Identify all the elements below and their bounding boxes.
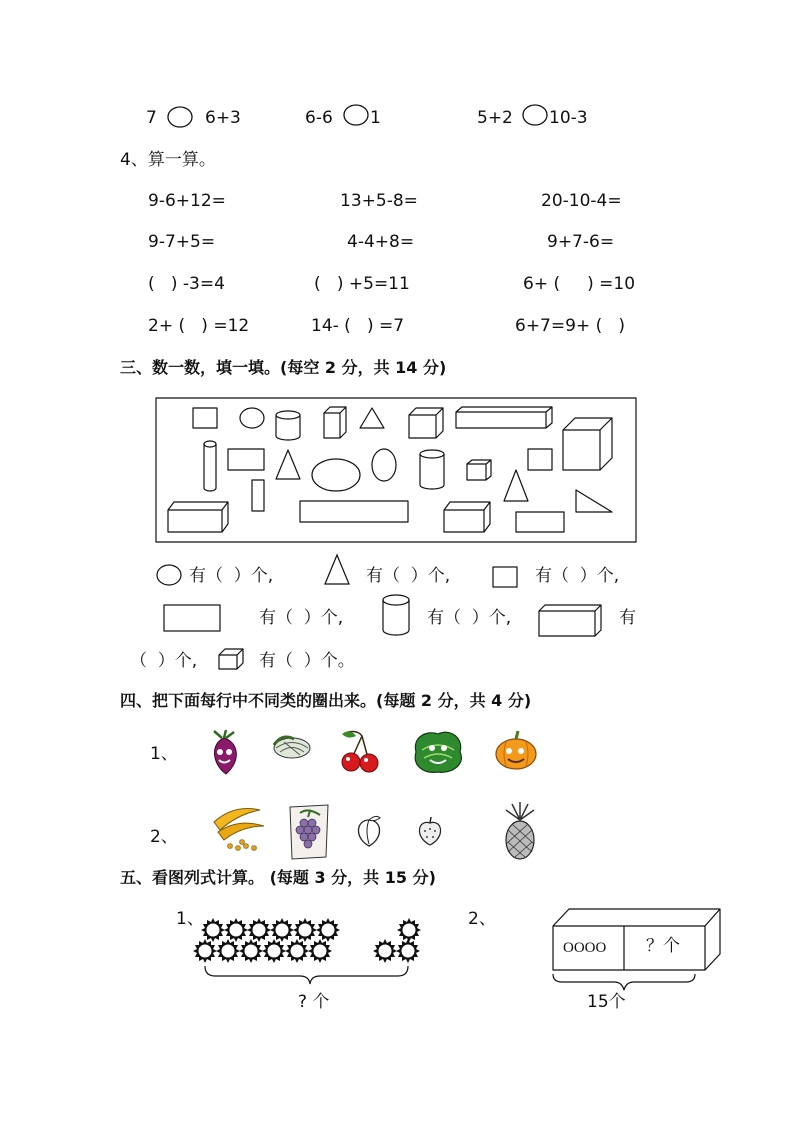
section-4b-title: 四、把下面每行中不同类的圈出来。(每题 2 分，共 4 分) <box>120 691 532 710</box>
peach-icon[interactable] <box>352 814 386 850</box>
cylinder-count[interactable]: 有（ ）个, <box>427 608 512 628</box>
cuboid-shape-icon <box>537 603 605 639</box>
triangle-count[interactable]: 有（ ）个, <box>366 566 451 586</box>
q1-label: 1、 <box>176 909 204 929</box>
compare-3-left: 5+2 <box>477 108 513 128</box>
problem: 14- ( ) =7 <box>311 316 405 336</box>
problem: 9+7-6= <box>547 232 615 252</box>
row-1-label: 1、 <box>150 744 178 764</box>
square-shape-icon <box>491 565 519 589</box>
pumpkin-icon[interactable] <box>492 728 540 772</box>
rectangle-shape-icon <box>162 603 224 633</box>
cuboid-count: 有 <box>619 608 636 628</box>
pineapple-icon[interactable] <box>498 802 542 862</box>
q1-caption: ? 个 <box>298 992 330 1012</box>
problem: 6+7=9+ ( ) <box>515 316 626 336</box>
compare-blank-3[interactable] <box>522 104 548 126</box>
compare-2-left: 6-6 <box>305 108 333 128</box>
circle-count[interactable]: 有（ ）个, <box>189 566 274 586</box>
section-3-title: 三、数一数，填一填。(每空 2 分，共 14 分) <box>120 358 447 377</box>
q2-right-label: ？个 <box>646 936 680 956</box>
problem: 9-6+12= <box>148 191 226 211</box>
shapes-figure <box>150 392 642 548</box>
cuboid-count-blank[interactable]: （ ）个, <box>130 651 198 671</box>
cylinder-shape-icon <box>380 593 414 639</box>
row-2-label: 2、 <box>150 827 178 847</box>
cube-shape-icon <box>217 647 247 671</box>
problem: 13+5-8= <box>340 191 418 211</box>
q2-caption: 15个 <box>587 992 626 1012</box>
cube-count[interactable]: 有（ ）个。 <box>259 651 355 671</box>
apple-icon[interactable] <box>414 815 446 847</box>
section-4-title: 4、算一算。 <box>120 150 216 170</box>
lettuce-icon[interactable] <box>410 728 466 776</box>
compare-blank-1[interactable] <box>167 106 193 128</box>
problem: 9-7+5= <box>148 232 216 252</box>
compare-1-left: 7 <box>146 108 157 128</box>
spiky-balls-bottom <box>193 939 420 963</box>
grapes-icon[interactable] <box>286 803 332 861</box>
q2-label: 2、 <box>468 909 496 929</box>
problem: 6+ ( ) =10 <box>523 274 636 294</box>
compare-blank-2[interactable] <box>343 104 369 126</box>
problem: 4-4+8= <box>347 232 415 252</box>
spiky-balls-top <box>201 918 421 942</box>
problem: ( ) -3=4 <box>148 274 225 294</box>
compare-1-right: 6+3 <box>205 108 241 128</box>
cherries-icon[interactable] <box>338 728 382 774</box>
q2-left-circles: OOOO <box>563 940 607 956</box>
q1-figure <box>188 910 428 986</box>
problem: ( ) +5=11 <box>314 274 410 294</box>
square-count[interactable]: 有（ ）个, <box>535 566 620 586</box>
problem: 20-10-4= <box>541 191 622 211</box>
problem: 2+ ( ) =12 <box>148 316 250 336</box>
rectangle-count[interactable]: 有（ ）个, <box>259 608 344 628</box>
compare-2-right: 1 <box>370 108 381 128</box>
bananas-icon[interactable] <box>208 802 268 854</box>
compare-3-right: 10-3 <box>549 108 588 128</box>
circle-shape-icon <box>155 563 183 587</box>
beet-icon[interactable] <box>204 730 244 778</box>
section-5-title: 五、看图列式计算。 (每题 3 分，共 15 分) <box>120 868 436 887</box>
cabbage-icon[interactable] <box>270 733 314 763</box>
triangle-shape-icon <box>323 553 351 587</box>
